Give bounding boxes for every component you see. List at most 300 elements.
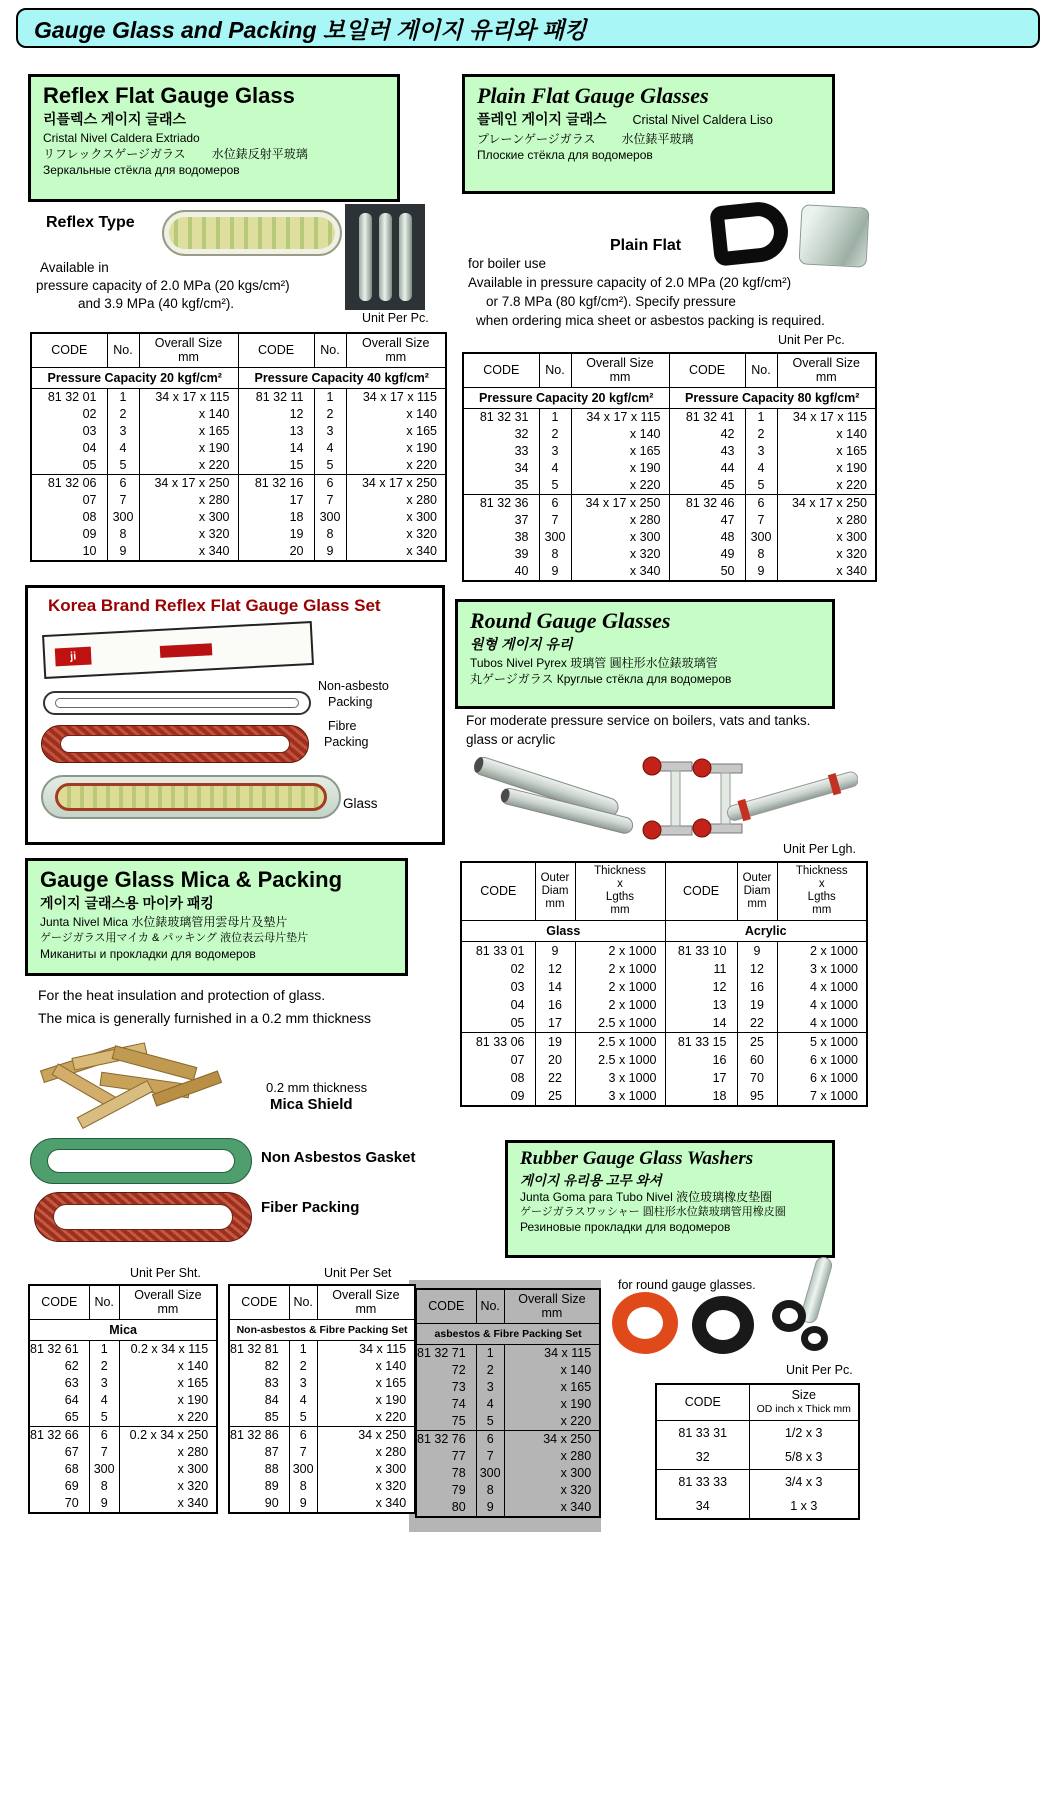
- col-header: CODE: [29, 1285, 89, 1319]
- table-row: [416, 1396, 600, 1413]
- no-cell: 3: [745, 443, 777, 460]
- table-body-group: [461, 941, 867, 1032]
- no-cell: 5: [476, 1413, 504, 1431]
- round-title-jp-ru: 丸ゲージガラス Круглые стёкла для водомеров: [470, 672, 732, 686]
- no-cell: 5: [314, 457, 346, 475]
- size-cell: x 280: [317, 1444, 415, 1461]
- reflex-type-label: Reflex Type: [46, 214, 135, 231]
- no-cell: 8: [289, 1478, 317, 1495]
- table-body-group: [229, 1340, 415, 1426]
- code-cell: 67: [29, 1444, 89, 1461]
- plain-glass-slab-image: [798, 204, 869, 267]
- reflex-glass-photo: [162, 210, 342, 256]
- label-glass: Glass: [343, 796, 378, 811]
- rubber-title-jp-cn: ゲージガラスワッシャー 圓柱形水位錶玻璃管用橡皮圈: [520, 1206, 786, 1218]
- size-cell: 6 x 1000: [777, 1069, 867, 1087]
- size-cell: 2.5 x 1000: [575, 1014, 665, 1033]
- code-cell: 50: [669, 563, 745, 581]
- no-cell: 8: [476, 1482, 504, 1499]
- non-asbestos-gasket-image: [30, 1138, 252, 1184]
- rubber-title-korean: 게이지 유리용 고무 와셔: [520, 1173, 662, 1188]
- code-cell: 10: [31, 543, 107, 561]
- small-washer-image: [801, 1326, 828, 1351]
- no-cell: 4: [539, 460, 571, 477]
- size-cell: 34 x 17 x 115: [571, 408, 669, 426]
- table-subheader-row: [416, 1323, 600, 1344]
- size-cell: 2 x 1000: [575, 996, 665, 1014]
- code-cell: 07: [461, 1051, 535, 1069]
- mica-title-russian: Миканиты и прокладки для водомеров: [40, 947, 256, 961]
- code-cell: 19: [238, 526, 314, 543]
- plain-title-korean: 플레인 게이지 글래스: [477, 111, 607, 127]
- reflex-table: [30, 332, 447, 562]
- table-row: [31, 509, 446, 526]
- table-row: [416, 1482, 600, 1499]
- code-cell: 69: [29, 1478, 89, 1495]
- reflex-title-spanish: Cristal Nivel Caldera Extriado: [43, 131, 200, 145]
- table-row: [29, 1495, 217, 1513]
- reflex-unit-label: Unit Per Pc.: [362, 311, 429, 325]
- plain-line-boiler: for boiler use: [468, 256, 547, 271]
- col-header: No.: [107, 333, 139, 367]
- code-cell: 34: [463, 460, 539, 477]
- no-cell: 7: [314, 492, 346, 509]
- size-cell: x 320: [119, 1478, 217, 1495]
- table-row: [656, 1469, 859, 1494]
- no-cell: 9: [476, 1499, 504, 1517]
- table-row: [461, 1051, 867, 1069]
- table-row: [31, 440, 446, 457]
- no-cell: 8: [89, 1478, 119, 1495]
- code-cell: 81 33 33: [656, 1469, 749, 1494]
- size-cell: x 220: [346, 457, 446, 475]
- code-cell: 81 32 16: [238, 474, 314, 492]
- code-cell: 83: [229, 1375, 289, 1392]
- size-cell: x 190: [317, 1392, 415, 1409]
- code-cell: 81 33 01: [461, 941, 535, 960]
- no-cell: 9: [539, 563, 571, 581]
- reflex-title-russian: Зеркальные стёкла для водомеров: [43, 163, 240, 177]
- code-cell: 43: [669, 443, 745, 460]
- size-cell: 4 x 1000: [777, 1014, 867, 1033]
- size-cell: x 140: [317, 1358, 415, 1375]
- no-cell: 9: [314, 543, 346, 561]
- code-cell: 39: [463, 546, 539, 563]
- no-cell: 25: [535, 1087, 575, 1106]
- no-cell: 300: [476, 1465, 504, 1482]
- table-row: [229, 1478, 415, 1495]
- mica-title-es-cn: Junta Nivel Mica 水位錶玻璃管用雲母片及墊片: [40, 915, 288, 929]
- table-row: [229, 1426, 415, 1444]
- no-cell: 300: [289, 1461, 317, 1478]
- size-cell: x 280: [504, 1448, 600, 1465]
- gasket-label: Non Asbestos Gasket: [261, 1149, 416, 1166]
- unit-per-sheet-label: Unit Per Sht.: [130, 1266, 201, 1280]
- korea-brand-box: [25, 585, 445, 845]
- table-row: [463, 477, 876, 495]
- table-row: [656, 1494, 859, 1519]
- size-cell: x 300: [777, 529, 876, 546]
- code-cell: 81 32 66: [29, 1426, 89, 1444]
- page-title: Gauge Glass and Packing 보일러 게이지 유리와 패킹: [34, 16, 587, 43]
- no-cell: 7: [289, 1444, 317, 1461]
- table-row: [461, 1032, 867, 1051]
- no-cell: 16: [737, 978, 777, 996]
- table-row: [229, 1495, 415, 1513]
- code-cell: 87: [229, 1444, 289, 1461]
- no-cell: 3: [89, 1375, 119, 1392]
- size-cell: 2.5 x 1000: [575, 1032, 665, 1051]
- table-row: [31, 526, 446, 543]
- glass-prism-image: [379, 213, 392, 301]
- no-cell: 300: [539, 529, 571, 546]
- col-header: Overall Size mm: [139, 333, 238, 367]
- plain-title-jp-cn: [477, 131, 820, 147]
- table-row: [29, 1340, 217, 1358]
- code-cell: 65: [29, 1409, 89, 1427]
- mica-shield-label: Mica Shield: [270, 1096, 353, 1113]
- code-cell: 75: [416, 1413, 476, 1431]
- small-washer-image: [772, 1300, 806, 1332]
- col-header: No.: [745, 353, 777, 387]
- table-row: [416, 1413, 600, 1431]
- no-cell: 9: [289, 1495, 317, 1513]
- size-cell: x 320: [139, 526, 238, 543]
- size-cell: 34 x 17 x 115: [346, 388, 446, 406]
- col-header: Thickness x Lgths mm: [777, 862, 867, 920]
- mica-title-jp-cn: ゲージガラス用マイカ & パッキング 液位表云母片垫片: [40, 932, 309, 944]
- rubber-title-es-cn: Junta Goma para Tubo Nivel 液位玻璃橡皮垫圈: [520, 1190, 773, 1204]
- size-cell: 34 x 115: [317, 1340, 415, 1358]
- table-subheader-row: [29, 1319, 217, 1340]
- size-cell: x 340: [571, 563, 669, 581]
- no-cell: 300: [89, 1461, 119, 1478]
- group-header-80kgf: Pressure Capacity 80 kgf/cm²: [669, 387, 876, 408]
- size-cell: x 165: [317, 1375, 415, 1392]
- size-cell: x 300: [139, 509, 238, 526]
- size-cell: x 140: [139, 406, 238, 423]
- size-cell: x 220: [317, 1409, 415, 1427]
- no-cell: 25: [737, 1032, 777, 1051]
- no-cell: 2: [107, 406, 139, 423]
- code-cell: 09: [31, 526, 107, 543]
- code-cell: 08: [461, 1069, 535, 1087]
- reflex-prism-photo: [345, 204, 425, 310]
- group-header-glass: Glass: [461, 920, 665, 941]
- no-cell: 1: [539, 408, 571, 426]
- col-header: Overall Size mm: [504, 1289, 600, 1323]
- code-cell: 81 32 41: [669, 408, 745, 426]
- size-cell: 7 x 1000: [777, 1087, 867, 1106]
- reflex-title-japanese: リフレックスゲージガラス: [43, 147, 186, 161]
- table-row: [229, 1461, 415, 1478]
- no-cell: 1: [314, 388, 346, 406]
- code-cell: 44: [669, 460, 745, 477]
- size-cell: x 280: [571, 512, 669, 529]
- table-body-group: [29, 1340, 217, 1426]
- col-header: CODE: [416, 1289, 476, 1323]
- table-row: [31, 388, 446, 406]
- table-row: [461, 996, 867, 1014]
- glass-prism-image: [359, 213, 372, 301]
- table-row: [416, 1379, 600, 1396]
- table-header-row: [656, 1384, 859, 1420]
- round-header-box: [455, 599, 835, 709]
- no-cell: 5: [539, 477, 571, 495]
- code-cell: 02: [461, 960, 535, 978]
- size-cell: x 140: [504, 1362, 600, 1379]
- size-cell: x 140: [777, 426, 876, 443]
- code-cell: 02: [31, 406, 107, 423]
- code-cell: 81 33 15: [665, 1032, 737, 1051]
- size-cell: x 280: [139, 492, 238, 509]
- col-header: CODE: [669, 353, 745, 387]
- code-cell: 04: [31, 440, 107, 457]
- plain-title-korean-spanish: [477, 109, 820, 131]
- code-cell: 13: [665, 996, 737, 1014]
- non-asbesto-packing-image: [43, 691, 311, 715]
- code-cell: 09: [461, 1087, 535, 1106]
- table-row: [461, 941, 867, 960]
- table-row: [461, 978, 867, 996]
- no-cell: 300: [314, 509, 346, 526]
- reflex-title: Reflex Flat Gauge Glass: [43, 83, 295, 108]
- table-body-group: [29, 1426, 217, 1513]
- table-row: [229, 1358, 415, 1375]
- no-cell: 3: [289, 1375, 317, 1392]
- no-cell: 7: [476, 1448, 504, 1465]
- size-cell: x 340: [317, 1495, 415, 1513]
- size-cell: x 190: [346, 440, 446, 457]
- fiber-packing-image: [34, 1192, 252, 1242]
- no-cell: 5: [745, 477, 777, 495]
- table-body-group: [416, 1430, 600, 1517]
- no-cell: 4: [89, 1392, 119, 1409]
- rubber-title-russian: Резиновые прокладки для водомеров: [520, 1220, 731, 1234]
- size-cell: 6 x 1000: [777, 1051, 867, 1069]
- table-row: [461, 1087, 867, 1106]
- code-cell: 12: [238, 406, 314, 423]
- group-header-40kgf: Pressure Capacity 40 kgf/cm²: [238, 367, 446, 388]
- round-title: Round Gauge Glasses: [470, 608, 671, 633]
- no-cell: 8: [539, 546, 571, 563]
- size-cell: x 320: [346, 526, 446, 543]
- mica-sheets-image: [40, 1050, 240, 1122]
- table-body-group: [31, 388, 446, 474]
- table-row: [416, 1344, 600, 1362]
- size-cell: 1/2 x 3: [749, 1420, 859, 1445]
- code-cell: 81 32 06: [31, 474, 107, 492]
- code-cell: 13: [238, 423, 314, 440]
- group-header-20kgf: Pressure Capacity 20 kgf/cm²: [463, 387, 669, 408]
- reflex-availability-line2: pressure capacity of 2.0 MPa (20 kgs/cm²): [36, 278, 290, 293]
- size-cell: 3 x 1000: [575, 1087, 665, 1106]
- size-cell: x 165: [777, 443, 876, 460]
- code-cell: 04: [461, 996, 535, 1014]
- code-cell: 03: [461, 978, 535, 996]
- size-cell: 0.2 x 34 x 115: [119, 1340, 217, 1358]
- code-cell: 32: [463, 426, 539, 443]
- table-subheader-row: [461, 920, 867, 941]
- size-cell: x 300: [119, 1461, 217, 1478]
- no-cell: 19: [535, 1032, 575, 1051]
- code-cell: 18: [238, 509, 314, 526]
- table-body-group: [229, 1426, 415, 1513]
- code-cell: 17: [238, 492, 314, 509]
- code-cell: 73: [416, 1379, 476, 1396]
- gauge-glass-set-box-image: [42, 621, 314, 679]
- code-cell: 81 33 06: [461, 1032, 535, 1051]
- no-cell: 6: [539, 494, 571, 512]
- no-cell: 22: [737, 1014, 777, 1033]
- size-cell: 2 x 1000: [575, 960, 665, 978]
- no-cell: 8: [314, 526, 346, 543]
- rubber-title: Rubber Gauge Glass Washers: [520, 1148, 754, 1169]
- no-cell: 7: [89, 1444, 119, 1461]
- black-washer-image: [692, 1296, 754, 1354]
- table-row: [416, 1362, 600, 1379]
- table-row: [29, 1392, 217, 1409]
- size-cell: 34 x 250: [504, 1430, 600, 1448]
- col-header: Overall Size mm: [777, 353, 876, 387]
- no-cell: 7: [107, 492, 139, 509]
- code-cell: 38: [463, 529, 539, 546]
- no-cell: 19: [737, 996, 777, 1014]
- group-header-acrylic: Acrylic: [665, 920, 867, 941]
- no-cell: 7: [539, 512, 571, 529]
- col-header: No.: [289, 1285, 317, 1319]
- size-cell: x 320: [504, 1482, 600, 1499]
- code-cell: 84: [229, 1392, 289, 1409]
- no-cell: 9: [737, 941, 777, 960]
- no-cell: 9: [745, 563, 777, 581]
- col-header: CODE: [665, 862, 737, 920]
- code-cell: 85: [229, 1409, 289, 1427]
- no-cell: 5: [289, 1409, 317, 1427]
- no-cell: 2: [314, 406, 346, 423]
- code-cell: 45: [669, 477, 745, 495]
- col-header: No.: [539, 353, 571, 387]
- code-cell: 05: [461, 1014, 535, 1033]
- table-row: [416, 1465, 600, 1482]
- table-row: [229, 1444, 415, 1461]
- rubber-header-box: [505, 1140, 835, 1258]
- size-cell: x 320: [317, 1478, 415, 1495]
- code-cell: 47: [669, 512, 745, 529]
- plain-table: [462, 352, 877, 582]
- no-cell: 4: [107, 440, 139, 457]
- code-cell: 81 32 36: [463, 494, 539, 512]
- round-unit-label: Unit Per Lgh.: [783, 842, 856, 856]
- size-cell: x 340: [119, 1495, 217, 1513]
- no-cell: 2: [745, 426, 777, 443]
- table-header-row: [31, 333, 446, 367]
- table-header-row: [463, 353, 876, 387]
- reflex-title-korean: 리플렉스 게이지 글래스: [43, 111, 187, 127]
- size-cell: 34 x 17 x 115: [139, 388, 238, 406]
- code-cell: 35: [463, 477, 539, 495]
- table-header-row: [416, 1289, 600, 1323]
- size-cell: 34 x 115: [504, 1344, 600, 1362]
- code-cell: 81 32 01: [31, 388, 107, 406]
- plain-title-japanese: プレーンゲージガラス: [477, 132, 596, 146]
- table-row: [31, 423, 446, 440]
- fibre-packing-image: [41, 725, 309, 763]
- table-row: [416, 1448, 600, 1465]
- size-cell: x 300: [346, 509, 446, 526]
- code-cell: 12: [665, 978, 737, 996]
- size-cell: x 140: [346, 406, 446, 423]
- table-row: [656, 1445, 859, 1470]
- table-row: [461, 960, 867, 978]
- plain-glass-end-view-image: [709, 199, 791, 267]
- code-cell: 68: [29, 1461, 89, 1478]
- no-cell: 6: [89, 1426, 119, 1444]
- label-packing-1: Packing: [328, 695, 373, 709]
- table-row: [29, 1461, 217, 1478]
- size-cell: 4 x 1000: [777, 996, 867, 1014]
- no-cell: 5: [89, 1409, 119, 1427]
- table-body-group: [656, 1469, 859, 1519]
- code-cell: 77: [416, 1448, 476, 1465]
- code-cell: 81 32 81: [229, 1340, 289, 1358]
- col-header: CODE: [238, 333, 314, 367]
- col-header: Outer Diam mm: [535, 862, 575, 920]
- no-cell: 9: [107, 543, 139, 561]
- no-cell: 2: [289, 1358, 317, 1375]
- no-cell: 12: [535, 960, 575, 978]
- size-cell: x 280: [777, 512, 876, 529]
- col-header: CODE: [31, 333, 107, 367]
- col-header: CODE: [656, 1384, 749, 1420]
- size-cell: x 190: [119, 1392, 217, 1409]
- size-cell: 5 x 1000: [777, 1032, 867, 1051]
- table-row: [463, 408, 876, 426]
- size-cell: x 340: [777, 563, 876, 581]
- no-cell: 6: [289, 1426, 317, 1444]
- size-cell: x 220: [119, 1409, 217, 1427]
- plain-line-1: Available in pressure capacity of 2.0 MPa (20 kgf/cm²): [468, 275, 792, 290]
- table-row: [416, 1430, 600, 1448]
- size-cell: x 220: [571, 477, 669, 495]
- size-cell: 4 x 1000: [777, 978, 867, 996]
- size-cell: 3 x 1000: [777, 960, 867, 978]
- code-cell: 70: [29, 1495, 89, 1513]
- code-cell: 81 32 86: [229, 1426, 289, 1444]
- col-header: Outer Diam mm: [737, 862, 777, 920]
- code-cell: 90: [229, 1495, 289, 1513]
- size-cell: x 280: [119, 1444, 217, 1461]
- code-cell: 89: [229, 1478, 289, 1495]
- reflex-title-jp-cn: [43, 146, 385, 162]
- code-cell: 81 32 31: [463, 408, 539, 426]
- no-cell: 4: [314, 440, 346, 457]
- no-cell: 4: [745, 460, 777, 477]
- mica-desc-2: The mica is generally furnished in a 0.2 mm thickness: [38, 1010, 372, 1026]
- col-header: Thickness x Lgths mm: [575, 862, 665, 920]
- size-cell: 34 x 17 x 115: [777, 408, 876, 426]
- table-body-group: [463, 494, 876, 581]
- code-cell: 72: [416, 1362, 476, 1379]
- plain-type-label: Plain Flat: [610, 237, 682, 254]
- col-header: No.: [476, 1289, 504, 1323]
- no-cell: 1: [745, 408, 777, 426]
- size-cell: x 220: [504, 1413, 600, 1431]
- table-row: [229, 1392, 415, 1409]
- table-row: [463, 443, 876, 460]
- table-row: [463, 426, 876, 443]
- code-cell: 49: [669, 546, 745, 563]
